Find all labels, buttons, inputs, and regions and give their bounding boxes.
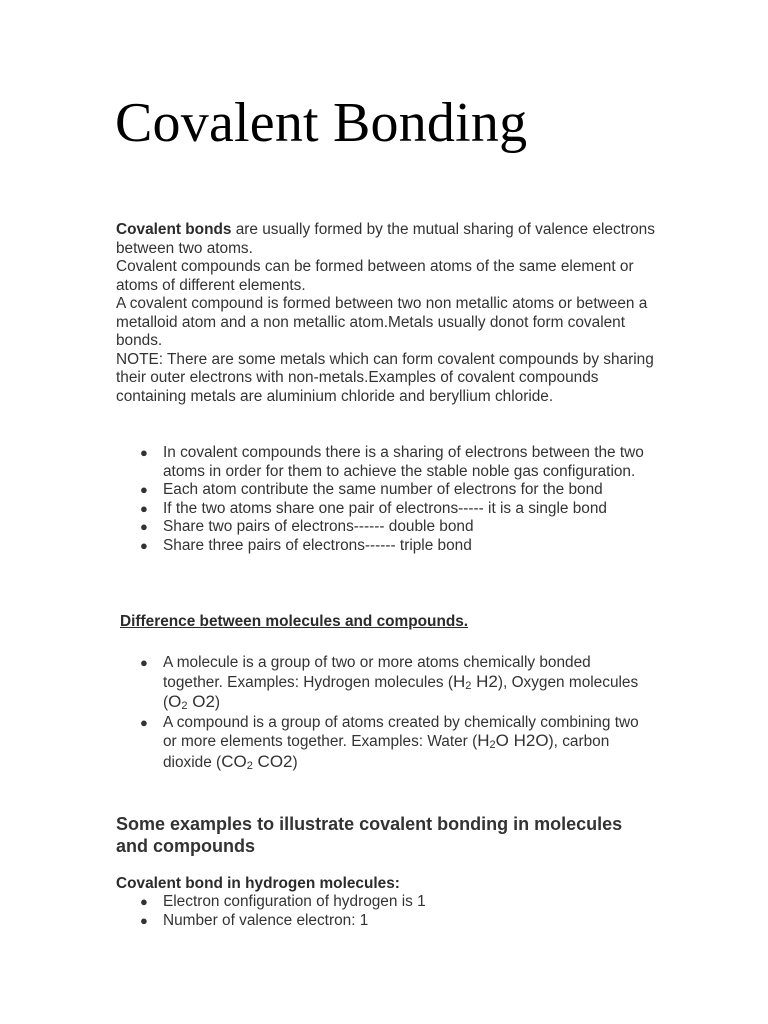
note-paragraph: NOTE: There are some metals which can form covalent compounds by sharing their outer electrons with non-metals.Examples of covalent compounds containing metals are aluminium chloride and beryllium chloride.: [116, 350, 654, 405]
molecule-text-3: ): [214, 694, 221, 711]
h2o-end: O: [495, 731, 509, 750]
o2-formula: [168, 692, 215, 711]
list-item: [116, 518, 661, 537]
h2o-formula: [477, 731, 548, 750]
intro-paragraph-3: A covalent compound is formed between two non metallic atoms or between a metalloid atom and a non metallic atom.Metals usually donot form covalent bonds.: [116, 295, 648, 349]
bullet-icon: ●: [140, 519, 148, 534]
list-item: [116, 912, 646, 931]
sharing-rules-list: [116, 444, 661, 555]
hydrogen-heading: Covalent bond in hydrogen molecules:: [116, 875, 400, 892]
h2o-subscript: 2: [489, 739, 496, 751]
h2-subscript: 2: [465, 679, 472, 692]
h2-formula: [453, 672, 498, 691]
molecule-text-1: A molecule is a group of two or more atoms chemically bonded together. Examples: Hydrogen molecules (: [163, 654, 591, 691]
list-item-text: Each atom contribute the same number of electrons for the bond: [163, 481, 603, 498]
list-item: [116, 893, 646, 912]
list-item-text: Electron configuration of hydrogen is 1: [163, 893, 426, 910]
page-title: Covalent Bonding: [115, 92, 528, 154]
compound-text-1: A compound is a group of atoms created by chemically combining two or more elements together. Examples: Water (: [163, 713, 639, 750]
molecule-definition-item: [116, 654, 646, 714]
list-item-text: In covalent compounds there is a sharing of electrons between the two atoms in order for them to achieve the stable noble gas configuration.: [163, 444, 644, 480]
molecule-text-2: ), Oxygen molecules (: [163, 673, 639, 711]
bullet-icon: ●: [140, 912, 148, 928]
list-item: [116, 481, 661, 500]
intro-paragraph-2: Covalent compounds can be formed between atoms of the same element or atoms of different elements.: [116, 258, 634, 294]
compound-definition-item: [116, 714, 646, 774]
h2-base: H: [453, 671, 466, 691]
covalent-bonds-bold: Covalent bonds: [116, 221, 232, 238]
compound-text-2: ), carbon dioxide (: [163, 733, 610, 771]
hydrogen-facts-list: [116, 893, 646, 930]
bullet-icon: ●: [140, 500, 148, 516]
intro-paragraph-1: [116, 221, 656, 258]
intro-paragraph-1-rest: are usually formed by the mutual sharing of valence electrons between two atoms.: [116, 221, 655, 257]
o2-base: O: [168, 692, 182, 711]
list-item-text: Share three pairs of electrons------ triple bond: [163, 536, 472, 554]
bullet-icon: ●: [140, 714, 148, 730]
co2-base: CO: [221, 751, 247, 771]
list-item: [116, 500, 661, 519]
bullet-icon: ●: [140, 894, 148, 909]
list-item-text: Number of valence electron: 1: [163, 911, 369, 929]
examples-heading: Some examples to illustrate covalent bonding in molecules and compounds: [116, 814, 623, 856]
list-item: [116, 444, 661, 481]
h2-plain: H2: [471, 671, 498, 691]
co2-formula: [221, 752, 292, 771]
h2o-plain: H2O: [508, 731, 549, 750]
o2-subscript: 2: [181, 700, 188, 712]
list-item: [116, 537, 661, 556]
h2o-base: H: [477, 731, 490, 750]
molecules-compounds-list: [116, 654, 646, 773]
co2-plain: CO2: [252, 751, 293, 771]
difference-heading: Difference between molecules and compounds.: [120, 613, 469, 630]
intro-text: [116, 221, 656, 406]
bullet-icon: ●: [140, 537, 148, 553]
bullet-icon: ●: [140, 655, 148, 670]
co2-subscript: 2: [246, 759, 253, 772]
o2-plain: O2: [187, 692, 215, 711]
compound-text-3: ): [292, 753, 298, 771]
list-item-text: If the two atoms share one pair of electrons----- it is a single bond: [163, 499, 607, 517]
bullet-icon: ●: [140, 482, 148, 497]
bullet-icon: ●: [140, 445, 148, 460]
list-item-text: Share two pairs of electrons------ double bond: [163, 518, 474, 535]
